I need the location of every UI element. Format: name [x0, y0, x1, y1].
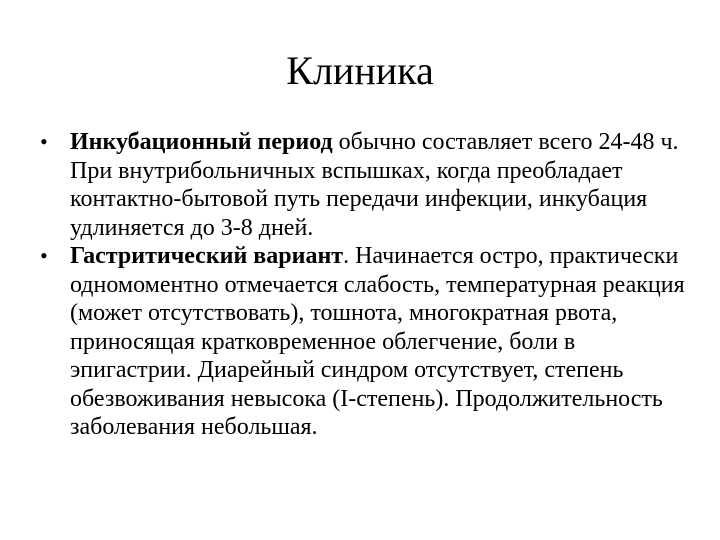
bullet-text [70, 129, 679, 241]
bullet-item-gastritic [40, 242, 700, 442]
bullet-text [70, 243, 685, 440]
slide-title: Клиника [286, 48, 434, 93]
bullet-icon: • [40, 129, 48, 154]
bullet-icon: • [40, 243, 48, 268]
bullet-body: обычно составляет всего 24-48 ч. При внутрибольничных вспышках, когда преобладает контактно-бытовой путь передачи инфекции, инкубация удлиняется до 3-8 дней. [70, 129, 679, 241]
bullet-list [40, 128, 700, 442]
bullet-bold-term: Гастритический вариант [70, 243, 344, 269]
bullet-body: . Начинается остро, практически одномоментно отмечается слабость, температурная реакция (может отсутствовать), тошнота, многократная рвота, приносящая кратковременное облегчение, боли в эпигастрии. Диарейный синдром отсутствует, степень обезвоживания невысока (I-степень). Продолжительность заболевания небольшая. [70, 243, 685, 440]
bullet-bold-term: Инкубационный период [70, 129, 333, 155]
bullet-item-incubation [40, 128, 700, 242]
